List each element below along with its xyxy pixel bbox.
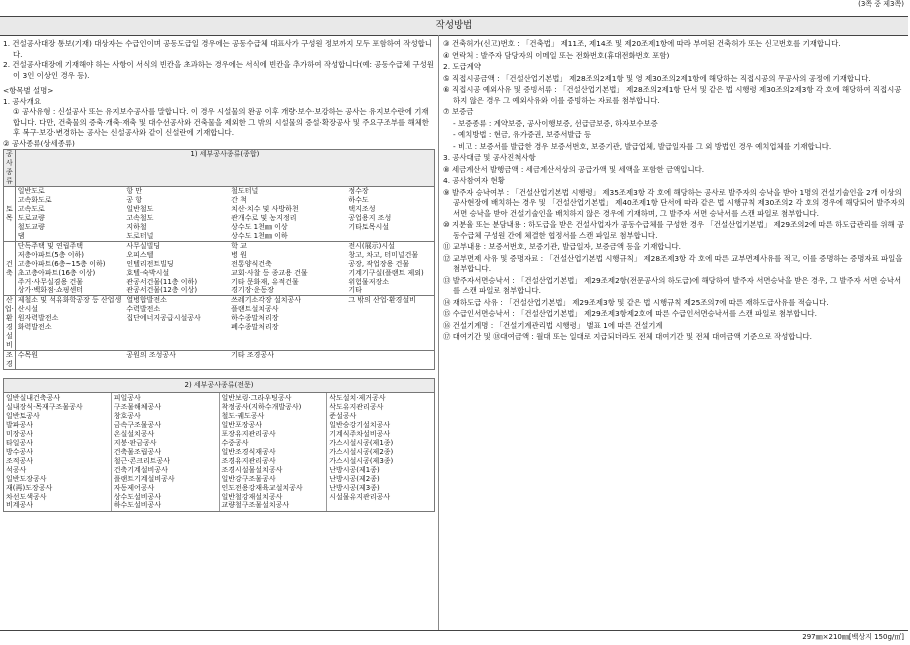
right-column (443, 39, 905, 344)
category-row (4, 241, 435, 296)
category-column (229, 351, 346, 370)
category-name: 조경 (4, 351, 16, 370)
specialty-item: 철도·궤도공사 (221, 411, 265, 420)
left-column (3, 39, 435, 512)
specialty-item: 재(再)도장공사 (6, 483, 53, 492)
specialty-title: 2) 세부공사종류(전문) (4, 379, 434, 393)
column-divider (438, 35, 439, 630)
instruction-line: ⑭ 재하도급 사유 : 「건설산업기본법」 제29조제3항 및 같은 법 시행규칙 제25조의7에 따른 재하도급사유를 적습니다. (443, 297, 829, 307)
specialty-item: 가스시설시공(제1종) (329, 438, 394, 447)
page-number: (3쪽 중 제3쪽) (858, 0, 904, 8)
work-type-item: 경기장·운동장 (231, 286, 274, 295)
specialty-item: 조적공사 (6, 456, 34, 465)
specialty-column (112, 393, 220, 511)
work-type-item: 철도터널 (231, 186, 259, 195)
work-type-item: 철도교량 (17, 222, 45, 231)
instruction-line: - 비고 : 보증서를 발급한 경우 보증서번호, 보증기관, 발급업체, 발급일자를 그 외 방법인 경우 예치업체를 기재합니다. (453, 141, 832, 151)
category-column (229, 296, 346, 351)
specialty-item: 지붕·판금공사 (113, 438, 157, 447)
specialty-item: 일반포장공사 (221, 420, 263, 429)
work-type-item: 저층아파트(5층 이하) (17, 250, 85, 259)
specialty-item: 미장공사 (6, 429, 34, 438)
work-type-item: 고층아파트(6층~15층 이하) (17, 259, 106, 268)
work-type-item: 기타 (348, 286, 362, 295)
work-type-item: 열병합발전소 (126, 296, 167, 305)
specialty-item: 창호공사 (113, 411, 141, 420)
specialty-item: 자동제어공사 (113, 483, 155, 492)
work-type-item: 고속도로 (17, 204, 45, 213)
work-type-item: 위험물저장소 (348, 277, 389, 286)
section-label: <항목별 설명> (3, 86, 54, 96)
work-type-item: 수목원 (17, 351, 39, 360)
work-type-item: 제철소 및 석유화학공장 등 산업생산시설 (17, 296, 122, 314)
work-type-item: 관공서건물(12층 이상) (126, 286, 198, 295)
work-type-item: 인텔리전트빌딩 (126, 259, 174, 268)
instruction-line: ⑩ 지분율 또는 분담내용 : 하도급을 받은 건설사업자가 공동수급체를 구성한 경우 「건설산업기본법」 제29조의2에 따른 하도급관리를 위해 공동수급체 구성원 간에 체결한 협정서를 스캔 파일로 첨부합니다. (443, 220, 905, 240)
work-type-item: 기타토목시설 (348, 222, 389, 231)
table-header-type: 공사종류 (4, 150, 16, 187)
work-type-item: 플랜트설치공사 (231, 305, 279, 314)
table-header-detail: 1) 세부공사종류(종합) (15, 150, 434, 187)
work-type-item: 일반도로 (17, 186, 45, 195)
work-type-item: 하수종말처리장 (231, 314, 279, 323)
work-type-item: 폐수종말처리장 (231, 323, 279, 332)
instruction-line: ⑥ 직접시공 예외사유 및 증빙서류 : 「건설산업기본법」 제28조의2제1항 단서 및 같은 법 시행령 제30조의2제3항 각 호에 해당하여 직접시공하지 않은 경우 그 예외사유와 이를 증빙하는 자료를 첨부합니다. (443, 85, 902, 105)
specialty-item: 피일공사 (113, 394, 141, 403)
category-name: 건축 (4, 241, 16, 296)
instruction-line: - 보증종류 : 계약보증, 공사이행보증, 선급금보증, 하자보수보증 (453, 118, 658, 128)
work-type-item: 전통양식건축 (231, 259, 272, 268)
specialty-item: 삭도유지관리공사 (329, 402, 384, 411)
work-type-item: 상수도 1천㎜ 이하 (231, 231, 288, 240)
work-type-item: 간 척 (231, 195, 247, 204)
category-column (229, 186, 346, 241)
category-name: 토목 (4, 186, 16, 241)
instruction-line: ⑯ 건설기계명 : 「건설기계관리법 시행령」 별표 1에 따른 건설기계 (443, 320, 663, 330)
specialty-item: 난방시공(제2종) (329, 474, 380, 483)
work-type-item: 치산·치수 및 사방하천 (231, 204, 299, 213)
category-column (346, 296, 434, 351)
specialty-item: 차선도색공사 (6, 492, 47, 501)
category-rows (4, 186, 435, 369)
specialty-item: 발파공사 (6, 420, 34, 429)
work-type-item: 기계기구실(플랜트 제외) (348, 268, 424, 277)
work-type-item: 하수도 (348, 195, 369, 204)
specialty-item: 온실설치공사 (113, 429, 155, 438)
work-type-item: 학 교 (231, 241, 247, 250)
instruction-line: 2. 도급계약 (443, 62, 481, 72)
specialty-item: 비계공사 (6, 501, 34, 510)
specialty-item: 난방시공(제3종) (329, 483, 380, 492)
specialty-item: 상수도설비공사 (113, 492, 162, 501)
specialty-item: 일반강구조물공사 (221, 474, 276, 483)
work-type-item: 전시(展示)시설 (348, 241, 395, 250)
category-row (4, 296, 435, 351)
work-type-item: 집단에너지공급시설공사 (126, 314, 201, 323)
category-column (15, 351, 124, 370)
category-column (346, 241, 434, 296)
specialty-item: 일반실내건축공사 (6, 394, 61, 403)
specialty-item: 기계식주차설비공사 (329, 429, 391, 438)
instruction-line: ⑮ 수급인서면승낙서 : 「건설산업기본법」 제29조제3항제2호에 따른 수급인서면승낙서를 스캔 파일로 첨부합니다. (443, 309, 817, 319)
specialty-item: 일반승강기설치공사 (329, 420, 391, 429)
specialty-item: 타일공사 (6, 438, 34, 447)
work-type-item: 관개수로 및 농지정리 (231, 213, 297, 222)
work-type-item: 일반철도 (126, 204, 154, 213)
category-column (124, 186, 229, 241)
specialty-item: 수중공사 (221, 438, 249, 447)
work-type-table (3, 149, 435, 370)
instruction-line: ⑰ 대여기간 및 ⑱대여금액 : 월대 또는 일대로 지급되더라도 전체 대여기간 및 전체 대여금액 기준으로 작성합니다. (443, 332, 812, 342)
specialty-item: 일반철강재설치공사 (221, 492, 283, 501)
work-type-item: 공업용지 조성 (348, 213, 392, 222)
instruction-line: ③ 건축허가(신고)번호 : 「건축법」 제11조, 제14조 및 제20조제1항에 따라 부여된 건축허가 또는 신고번호를 기재합니다. (443, 39, 841, 48)
work-type-item: 정수장 (348, 186, 369, 195)
specialty-item: 착정공사(지하수개발공사) (221, 402, 302, 411)
category-row (4, 186, 435, 241)
category-column (229, 241, 346, 296)
specialty-columns (4, 393, 434, 511)
work-type-item: 기타 문화재, 유적건물 (231, 277, 299, 286)
work-type-item: 도로터널 (126, 231, 154, 240)
specialty-item: 가스시설시공(제2종) (329, 447, 394, 456)
instruction-line: ④ 연락처 : 발주자 담당자의 이메일 또는 전화번호(휴대전화번호 포함) (443, 50, 670, 60)
work-type-item: 주거·사무실겸용 건물 (17, 277, 84, 286)
work-type-item: 그 밖의 산업·환경설비 (348, 296, 416, 305)
work-type-item: 수력발전소 (126, 305, 161, 314)
work-type-item: 상가·백화점·쇼핑센터 (17, 286, 84, 295)
work-type-item: 댐 (17, 231, 25, 240)
specialty-item: 삭도설치·제거공사 (329, 394, 386, 403)
instruction-line: 3. 공사대금 및 공사진척사항 (443, 153, 536, 163)
page-title: 작성방법 (0, 16, 908, 36)
category-column (15, 296, 124, 351)
specialty-item: 일반토공사 (6, 411, 40, 420)
instruction-line: ⑤ 직접시공금액 : 「건설산업기본법」 제28조의2제1항 및 영 제30조의2제1항에 해당하는 직접시공의 무공사의 공정에 기재합니다. (443, 73, 871, 83)
work-type-item: 화력발전소 (17, 323, 52, 332)
work-type-item: 공장, 작업장용 건물 (348, 259, 410, 268)
category-column (15, 186, 124, 241)
instruction-line: ⑨ 발주자 승낙여부 : 「건설산업기본법 시행령」 제35조제3항 각 호에 해당하는 공사로 발주자의 승낙을 받아 1명의 건설기술인을 2개 이상의 공사현장에 배치하는 경우 및 「건설산업기본법」 제40조제1항 단서에 따라 같은 법 시행규칙 제30조의2 각 호의 경우에 해당되어 발주자의 서면 승낙을 받아 건설기술인을 배치하지 않은 경우에 기재하며, 그 발주자 서면 승낙서를 스캔 파일로 첨부합니다. (443, 187, 905, 218)
instruction-line: - 예치방법 : 현금, 유가증권, 보증서발급 등 (453, 130, 592, 140)
specialty-item: 철근·콘크리트공사 (113, 456, 171, 465)
instruction-line: ⑦ 보증금 (443, 107, 474, 117)
specialty-item: 실내장식·목재구조물공사 (6, 402, 83, 411)
item1-a: ① 공사유형 : 신설공사 또는 유지보수공사를 말합니다. 이 경우 시설물의 완공 이후 개량·보수·보강하는 공사는 유지보수란에 기재합니다. 다만, 건축물의 증축·개축·재축 및 대수선공사와 건축물을 제외한 그 밖의 시설물의 증설·확장공사 및 주요구조부를 해체한 후 복구·보강·변경하는 공사는 신설공사와 같이 신설란에 기재합니다. (13, 107, 429, 138)
work-type-item: 관공서건물(11층 이하) (126, 277, 198, 286)
category-row (4, 351, 435, 370)
work-type-item: 단독주택 및 연립주택 (17, 241, 84, 250)
work-type-item: 공 항 (126, 195, 143, 204)
work-type-item: 병 원 (231, 250, 247, 259)
work-type-item: 택지조성 (348, 204, 376, 213)
item1-title: 1. 공사개요 (3, 96, 41, 106)
paper-spec-footer: 297㎜×210㎜[백상지 150g/㎡] (802, 633, 904, 641)
specialty-item: 교량철구조물설치공사 (221, 501, 290, 510)
specialty-item: 시설물유지관리공사 (329, 492, 391, 501)
instruction-line: ⑪ 교부내용 : 보증서번호, 보증기관, 발급일자, 보증금액 등을 기재합니다. (443, 242, 681, 252)
work-type-item: 호텔·숙박시설 (126, 268, 170, 277)
category-column (124, 296, 229, 351)
intro-item-2: 2. 건설공사대장에 기재해야 하는 사항이 서식의 빈칸을 초과하는 경우에는 서식에 빈칸을 추가하여 작성합니다(예: 공동수급체 구성원이 3인 이상인 경우 등). (3, 60, 434, 80)
specialty-item: 일반조경식재공사 (221, 447, 276, 456)
specialty-item: 건축기계설비공사 (113, 465, 168, 474)
specialty-item: 석공사 (6, 465, 27, 474)
category-column (346, 351, 434, 370)
work-type-item: 상수도 1천㎜ 이상 (231, 222, 288, 231)
specialty-item: 일반보링·그라우팅공사 (221, 394, 292, 403)
work-type-item: 사무실빌딩 (126, 241, 161, 250)
specialty-item: 포장유지관리공사 (221, 429, 276, 438)
specialty-item: 조경유지관리공사 (221, 456, 276, 465)
work-type-item: 고속화도로 (17, 195, 52, 204)
specialty-item: 하수도설비공사 (113, 501, 162, 510)
specialty-column (220, 393, 328, 511)
category-column (124, 351, 229, 370)
work-type-item: 오피스텔 (126, 250, 154, 259)
work-type-item: 쓰레기소각장 설치공사 (231, 296, 302, 305)
instruction-line: 4. 공사참여자 현황 (443, 176, 505, 186)
work-type-item: 교회·사찰 등 종교용 건물 (231, 268, 308, 277)
category-column (346, 186, 434, 241)
work-type-item: 도로교량 (17, 213, 45, 222)
specialty-item: 방수공사 (6, 447, 34, 456)
work-type-item: 공원의 조성공사 (126, 351, 176, 360)
instruction-line: ⑧ 세금계산서 발행금액 : 세금계산서상의 공급가액 및 세액을 포함한 금액입니다. (443, 164, 705, 174)
work-type-item: 초고층아파트(16층 이상) (17, 268, 96, 277)
category-column (15, 241, 124, 296)
item1-b: ② 공사종류(상세종류) (3, 138, 75, 148)
specialty-item: 금속구조물공사 (113, 420, 162, 429)
work-type-item: 창고, 차고, 터미널건물 (348, 250, 419, 259)
work-type-item: 원자력발전소 (17, 314, 59, 323)
work-type-item: 고속철도 (126, 213, 154, 222)
specialty-item: 구조물해체공사 (113, 402, 162, 411)
specialty-column (4, 393, 112, 511)
intro-item-1: 1. 건설공사대장 통보(기재) 대상자는 수급인이며 공동도급일 경우에는 공동수급체 대표사가 구성원 정보까지 모두 포함하여 작성합니다. (3, 39, 432, 59)
work-type-item: 지하철 (126, 222, 147, 231)
specialty-item: 가스시설시공(제3종) (329, 456, 394, 465)
specialty-table (3, 378, 435, 512)
category-column (124, 241, 229, 296)
specialty-item: 일반도장공사 (6, 474, 47, 483)
specialty-item: 플랜트기계설비공사 (113, 474, 175, 483)
category-name: 산업·환경설비 (4, 296, 14, 350)
specialty-item: 조경시설물설치공사 (221, 465, 283, 474)
specialty-item: 건축물조립공사 (113, 447, 162, 456)
specialty-item: 인도전용강재육교설치공사 (221, 483, 303, 492)
specialty-column (327, 393, 434, 511)
specialty-item: 난방시공(제1종) (329, 465, 380, 474)
work-type-item: 항 만 (126, 186, 143, 195)
instruction-line: ⑬ 발주자서면승낙서 : 「건설산업기본법」 제29조제2항(전문공사의 하도급)에 해당하여 발주자 서면승낙을 받은 경우, 그 발주자 서면 승낙서를 스캔 파일로 첨부합니다. (443, 275, 902, 296)
instruction-line: ⑫ 교부면제 사유 및 증명자료 : 「건설산업기본법 시행규칙」 제28조제3항 각 호에 따른 교부면제사유를 적고, 이를 증명하는 증명자료 파일을 첨부합니다. (443, 253, 903, 274)
specialty-item: 준설공사 (329, 411, 357, 420)
work-type-item: 기타 조경공사 (231, 351, 274, 360)
bottom-rule (0, 630, 908, 631)
